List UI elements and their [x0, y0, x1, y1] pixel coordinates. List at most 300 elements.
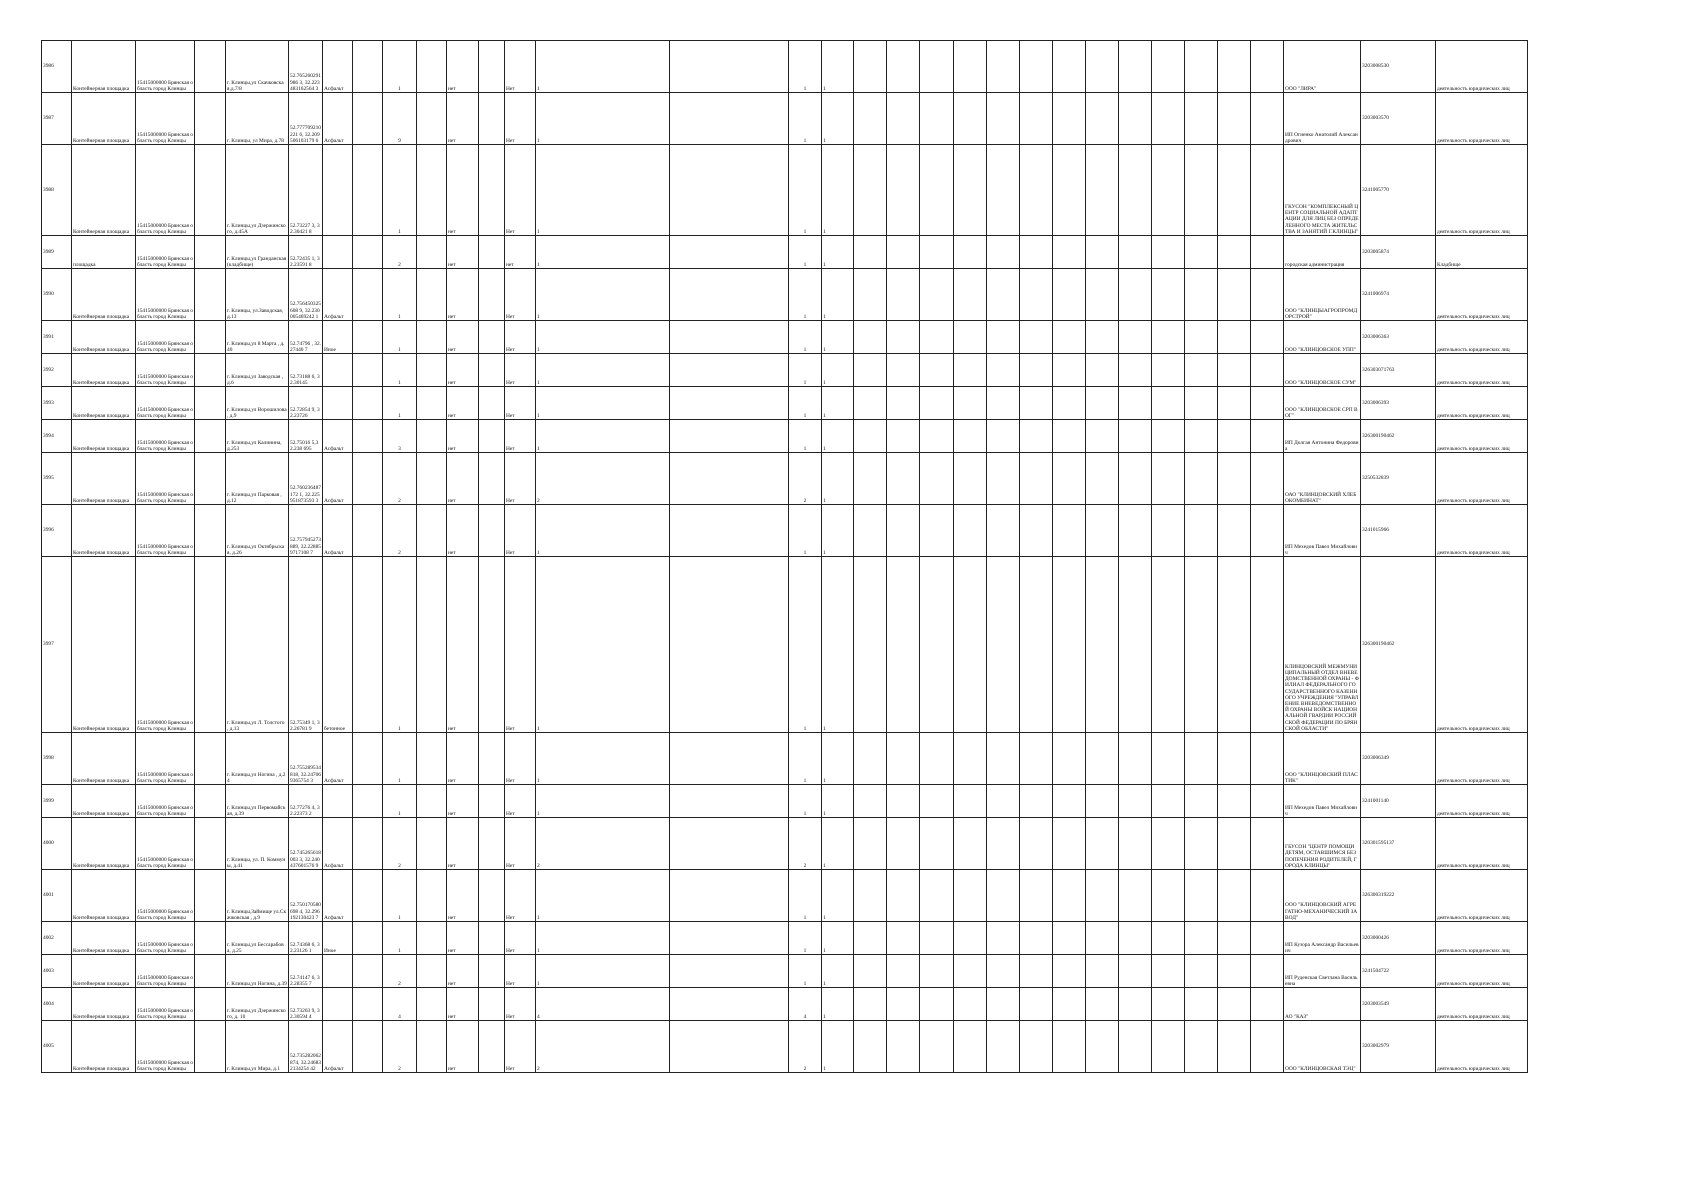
site-coordinates: 52.72854 9, 32.23726	[289, 387, 323, 420]
empty-cell	[920, 870, 954, 922]
fence-flag: Нет	[505, 785, 536, 818]
empty-cell	[1185, 236, 1218, 269]
empty-cell	[920, 453, 954, 505]
empty-cell	[670, 354, 789, 387]
activity-type: деятельность юридических лиц	[1436, 453, 1528, 505]
site-coordinates: 52.77276 4, 32.22373 2	[289, 785, 323, 818]
empty-cell	[887, 321, 920, 354]
fence-flag: Нет	[505, 321, 536, 354]
empty-cell	[854, 453, 887, 505]
empty-cell	[1119, 505, 1152, 557]
site-type: Контейнерная площадка	[72, 354, 136, 387]
empty-cell	[1185, 420, 1218, 453]
activity-type: деятельность юридических лиц	[1436, 420, 1528, 453]
empty-cell	[479, 387, 505, 420]
empty-cell	[479, 505, 505, 557]
site-coordinates: 52.75016 5,32.238 695	[289, 420, 323, 453]
cover-flag: нет	[447, 93, 479, 145]
empty-cell	[1251, 387, 1284, 420]
empty-cell	[479, 988, 505, 1021]
site-type: Контейнерная площадка	[72, 955, 136, 988]
empty-cell	[1053, 420, 1086, 453]
empty-cell	[195, 557, 226, 733]
empty-cell	[1251, 321, 1284, 354]
container-count: 2	[536, 453, 670, 505]
surface-type	[323, 785, 353, 818]
site-type: Контейнерная площадка	[72, 269, 136, 321]
empty-cell	[887, 145, 920, 236]
empty-cell	[1185, 93, 1218, 145]
empty-cell	[417, 41, 447, 93]
cover-flag: нет	[447, 269, 479, 321]
site-address: г. Клинцы,ул Дзержинского, д. 10	[226, 988, 289, 1021]
empty-cell	[1119, 557, 1152, 733]
empty-cell	[417, 922, 447, 955]
container-planned: 1	[822, 269, 854, 321]
empty-cell	[1251, 93, 1284, 145]
table-row	[42, 870, 1528, 922]
empty-cell	[1152, 955, 1185, 988]
site-type: Контейнерная площадка	[72, 41, 136, 93]
site-address: г. Клинцы,Займище ул.Скачковская , д.9	[226, 870, 289, 922]
empty-cell	[1020, 955, 1053, 988]
site-area: 2	[383, 955, 417, 988]
empty-cell	[1218, 354, 1251, 387]
container-volume: 2	[789, 1021, 822, 1073]
empty-cell	[1020, 733, 1053, 785]
table-row	[42, 93, 1528, 145]
empty-cell	[353, 41, 383, 93]
empty-cell	[987, 41, 1020, 93]
empty-cell	[1119, 236, 1152, 269]
fence-flag: нет	[505, 236, 536, 269]
table-row	[42, 988, 1528, 1021]
table-row	[42, 321, 1528, 354]
container-volume: 1	[789, 387, 822, 420]
table-row	[42, 955, 1528, 988]
empty-cell	[854, 236, 887, 269]
empty-cell	[479, 955, 505, 988]
oktmo-location: 15415000000 Брянская область город Клинцы	[136, 269, 195, 321]
empty-cell	[670, 453, 789, 505]
empty-cell	[195, 321, 226, 354]
site-type: Контейнерная площадка	[72, 870, 136, 922]
owner-name: КЛИНЦОВСКИЙ МЕЖМУНИЦИПАЛЬНЫЙ ОТДЕЛ ВНЕВЕДОМСТВЕННОЙ ОХРАНЫ - ФИЛИАЛ ФЕДЕРАЛЬНОГО ГОСУДАРСТВЕННОГО КАЗЕННОГО УЧРЕЖДЕНИЯ "УПРАВЛЕНИЕ ВНЕВЕДОМСТВЕННОЙ ОХРАНЫ ВОЙСК НАЦИОНАЛЬНОЙ ГВАРДИИ РОССИЙСКОЙ ФЕДЕРАЦИИ ПО БРЯНСКОЙ ОБЛАСТИ"	[1284, 557, 1361, 733]
empty-cell	[1053, 785, 1086, 818]
empty-cell	[1218, 988, 1251, 1021]
table-row	[42, 733, 1528, 785]
site-coordinates: 52.735282062874, 32.246832134254 42	[289, 1021, 323, 1073]
empty-cell	[887, 785, 920, 818]
empty-cell	[1086, 41, 1119, 93]
surface-type: Асфальт	[323, 453, 353, 505]
empty-cell	[1218, 41, 1251, 93]
site-area: 3	[383, 420, 417, 453]
empty-cell	[479, 785, 505, 818]
empty-cell	[1185, 453, 1218, 505]
cover-flag: нет	[447, 321, 479, 354]
container-count: 1	[536, 269, 670, 321]
site-type: Контейнерная площадка	[72, 818, 136, 870]
empty-cell	[1251, 922, 1284, 955]
activity-type: Кладбище	[1436, 236, 1528, 269]
empty-cell	[1152, 453, 1185, 505]
empty-cell	[353, 505, 383, 557]
empty-cell	[1020, 1021, 1053, 1073]
empty-cell	[887, 988, 920, 1021]
row-number: 4000	[42, 818, 72, 870]
owner-inn: 3203006393	[1361, 387, 1436, 420]
empty-cell	[1152, 269, 1185, 321]
empty-cell	[479, 453, 505, 505]
oktmo-location: 15415000000 Брянская область город Клинцы	[136, 922, 195, 955]
empty-cell	[417, 93, 447, 145]
empty-cell	[195, 93, 226, 145]
empty-cell	[1152, 557, 1185, 733]
empty-cell	[987, 785, 1020, 818]
owner-name: ГБУСОН "ЦЕНТР ПОМОЩИ ДЕТЯМ, ОСТАВШИМСЯ БЕЗ ПОПЕЧЕНИЯ РОДИТЕЛЕЙ, ГОРОДА КЛИНЦЫ"	[1284, 818, 1361, 870]
owner-name: ООО "КЛИНЦОВСКОЕ УПП"	[1284, 321, 1361, 354]
site-type: Контейнерная площадка	[72, 988, 136, 1021]
empty-cell	[987, 93, 1020, 145]
empty-cell	[1119, 955, 1152, 988]
container-volume: 1	[789, 321, 822, 354]
empty-cell	[670, 733, 789, 785]
container-volume: 2	[789, 453, 822, 505]
owner-name: ООО "КЛИНЦЫАГРОПРОМДОРСТРОЙ"	[1284, 269, 1361, 321]
empty-cell	[670, 922, 789, 955]
empty-cell	[1152, 785, 1185, 818]
empty-cell	[987, 420, 1020, 453]
fence-flag: Нет	[505, 955, 536, 988]
owner-name: ГКУСОН "КОМПЛЕКСНЫЙ ЦЕНТР СОЦИАЛЬНОЙ АДАПТАЦИИ ДЛЯ ЛИЦ БЕЗ ОПРЕДЕЛЕННОГО МЕСТА ЖИТЕЛЬСТВА И ЗАНЯТИЙ Г.КЛИНЦЫ"	[1284, 145, 1361, 236]
empty-cell	[353, 870, 383, 922]
container-volume: 1	[789, 269, 822, 321]
empty-cell	[1185, 557, 1218, 733]
empty-cell	[954, 818, 987, 870]
empty-cell	[353, 785, 383, 818]
surface-type: бетонное	[323, 557, 353, 733]
activity-type: деятельность юридических лиц	[1436, 955, 1528, 988]
empty-cell	[1152, 93, 1185, 145]
empty-cell	[887, 922, 920, 955]
empty-cell	[920, 1021, 954, 1073]
empty-cell	[479, 269, 505, 321]
site-address: г. Клинцы,ул Октябрьская, д.26	[226, 505, 289, 557]
empty-cell	[854, 922, 887, 955]
container-count: 1	[536, 785, 670, 818]
empty-cell	[1152, 1021, 1185, 1073]
empty-cell	[954, 785, 987, 818]
site-area: 2	[383, 505, 417, 557]
fence-flag: Нет	[505, 870, 536, 922]
site-coordinates: 52.756450325608 9, 32.230005469242 1	[289, 269, 323, 321]
empty-cell	[353, 420, 383, 453]
empty-cell	[479, 41, 505, 93]
site-area: 2	[383, 818, 417, 870]
empty-cell	[195, 387, 226, 420]
empty-cell	[1020, 557, 1053, 733]
empty-cell	[1119, 387, 1152, 420]
surface-type	[323, 955, 353, 988]
empty-cell	[920, 420, 954, 453]
empty-cell	[1086, 453, 1119, 505]
container-volume: 1	[789, 922, 822, 955]
owner-name: ООО "ЛИРА"	[1284, 41, 1361, 93]
empty-cell	[954, 988, 987, 1021]
empty-cell	[954, 557, 987, 733]
empty-cell	[920, 785, 954, 818]
activity-type: деятельность юридических лиц	[1436, 145, 1528, 236]
empty-cell	[1218, 922, 1251, 955]
owner-inn: 3203002979	[1361, 1021, 1436, 1073]
empty-cell	[987, 733, 1020, 785]
empty-cell	[195, 420, 226, 453]
empty-cell	[854, 145, 887, 236]
container-planned: 1	[822, 505, 854, 557]
empty-cell	[854, 733, 887, 785]
owner-inn: 326300190462	[1361, 557, 1436, 733]
oktmo-location: 15415000000 Брянская область город Клинцы	[136, 733, 195, 785]
empty-cell	[1020, 354, 1053, 387]
empty-cell	[417, 269, 447, 321]
table-row	[42, 922, 1528, 955]
empty-cell	[1053, 93, 1086, 145]
empty-cell	[1218, 453, 1251, 505]
table-row	[42, 41, 1528, 93]
empty-cell	[1086, 269, 1119, 321]
oktmo-location: 15415000000 Брянская область город Клинцы	[136, 785, 195, 818]
empty-cell	[353, 453, 383, 505]
empty-cell	[1119, 870, 1152, 922]
empty-cell	[987, 922, 1020, 955]
owner-name: ИП Кузора Александр Васильевич	[1284, 922, 1361, 955]
site-area: 4	[383, 988, 417, 1021]
empty-cell	[1185, 1021, 1218, 1073]
empty-cell	[1251, 269, 1284, 321]
site-address: г. Клинцы,ул Заводская , д.6	[226, 354, 289, 387]
container-volume: 1	[789, 236, 822, 269]
empty-cell	[1251, 505, 1284, 557]
empty-cell	[1119, 453, 1152, 505]
empty-cell	[887, 236, 920, 269]
empty-cell	[1152, 870, 1185, 922]
site-area: 1	[383, 354, 417, 387]
empty-cell	[1152, 387, 1185, 420]
empty-cell	[1218, 1021, 1251, 1073]
empty-cell	[887, 733, 920, 785]
empty-cell	[920, 269, 954, 321]
site-coordinates: 52.73188 6, 32.30145	[289, 354, 323, 387]
table-row	[42, 557, 1528, 733]
empty-cell	[353, 1021, 383, 1073]
empty-cell	[670, 988, 789, 1021]
site-coordinates: 52.74796 , 32.27440 7	[289, 321, 323, 354]
empty-cell	[195, 785, 226, 818]
empty-cell	[1251, 145, 1284, 236]
surface-type: Иное	[323, 321, 353, 354]
owner-inn: 3203000426	[1361, 922, 1436, 955]
empty-cell	[479, 818, 505, 870]
site-coordinates: 52.777709210221 6, 32.209506103179 6	[289, 93, 323, 145]
empty-cell	[1119, 922, 1152, 955]
empty-cell	[954, 387, 987, 420]
empty-cell	[987, 354, 1020, 387]
empty-cell	[1119, 733, 1152, 785]
empty-cell	[417, 453, 447, 505]
empty-cell	[195, 453, 226, 505]
site-type: Контейнерная площадка	[72, 785, 136, 818]
container-volume: 1	[789, 145, 822, 236]
cover-flag: нет	[447, 420, 479, 453]
fence-flag: Нет	[505, 354, 536, 387]
container-count: 1	[536, 505, 670, 557]
owner-inn: 3203006349	[1361, 733, 1436, 785]
empty-cell	[670, 236, 789, 269]
empty-cell	[1086, 236, 1119, 269]
empty-cell	[353, 733, 383, 785]
empty-cell	[1086, 387, 1119, 420]
table-row	[42, 387, 1528, 420]
empty-cell	[479, 557, 505, 733]
empty-cell	[887, 354, 920, 387]
site-coordinates: 52.755289534818, 32.247069365754 3	[289, 733, 323, 785]
empty-cell	[1086, 818, 1119, 870]
fence-flag: Нет	[505, 733, 536, 785]
surface-type: Асфальт	[323, 93, 353, 145]
empty-cell	[1053, 1021, 1086, 1073]
empty-cell	[195, 988, 226, 1021]
activity-type: деятельность юридических лиц	[1436, 354, 1528, 387]
empty-cell	[987, 145, 1020, 236]
owner-inn: 326303071763	[1361, 354, 1436, 387]
container-planned: 1	[822, 354, 854, 387]
empty-cell	[1251, 818, 1284, 870]
empty-cell	[1053, 145, 1086, 236]
empty-cell	[1152, 145, 1185, 236]
empty-cell	[987, 818, 1020, 870]
empty-cell	[670, 557, 789, 733]
activity-type: деятельность юридических лиц	[1436, 870, 1528, 922]
surface-type: Асфальт	[323, 870, 353, 922]
empty-cell	[854, 41, 887, 93]
surface-type	[323, 145, 353, 236]
row-number: 4004	[42, 988, 72, 1021]
empty-cell	[920, 145, 954, 236]
empty-cell	[670, 818, 789, 870]
activity-type: деятельность юридических лиц	[1436, 557, 1528, 733]
owner-inn: 3203008530	[1361, 41, 1436, 93]
empty-cell	[1218, 321, 1251, 354]
site-address: г. Клинцы,ул Мира, д.1	[226, 1021, 289, 1073]
container-volume: 1	[789, 354, 822, 387]
empty-cell	[987, 505, 1020, 557]
oktmo-location: 15415000000 Брянская область город Клинцы	[136, 321, 195, 354]
fence-flag: Нет	[505, 818, 536, 870]
container-planned: 1	[822, 420, 854, 453]
empty-cell	[670, 420, 789, 453]
fence-flag: Нет	[505, 145, 536, 236]
empty-cell	[854, 420, 887, 453]
cover-flag: нет	[447, 41, 479, 93]
fence-flag: Нет	[505, 453, 536, 505]
empty-cell	[353, 387, 383, 420]
empty-cell	[479, 922, 505, 955]
empty-cell	[417, 354, 447, 387]
empty-cell	[920, 93, 954, 145]
fence-flag: Нет	[505, 1021, 536, 1073]
site-address: г. Клинцы,ул Ногина, д.39	[226, 955, 289, 988]
surface-type: Асфальт	[323, 505, 353, 557]
empty-cell	[887, 557, 920, 733]
site-address: г. Клинцы,ул 8 Марта , д.40	[226, 321, 289, 354]
container-count: 2	[536, 1021, 670, 1073]
site-type: Контейнерная площадка	[72, 321, 136, 354]
row-number: 3991	[42, 321, 72, 354]
empty-cell	[1152, 321, 1185, 354]
empty-cell	[353, 922, 383, 955]
empty-cell	[1251, 733, 1284, 785]
site-area: 1	[383, 387, 417, 420]
empty-cell	[954, 870, 987, 922]
empty-cell	[1119, 41, 1152, 93]
site-address: г. Клинцы,ул Л. Толстого , д.13	[226, 557, 289, 733]
container-count: 4	[536, 988, 670, 1021]
empty-cell	[987, 236, 1020, 269]
empty-cell	[1251, 453, 1284, 505]
site-type: Контейнерная площадка	[72, 1021, 136, 1073]
row-number: 3998	[42, 733, 72, 785]
table-row	[42, 236, 1528, 269]
empty-cell	[1086, 321, 1119, 354]
owner-inn: 3241001140	[1361, 785, 1436, 818]
empty-cell	[1251, 41, 1284, 93]
empty-cell	[1086, 955, 1119, 988]
fence-flag: Нет	[505, 93, 536, 145]
empty-cell	[920, 733, 954, 785]
fence-flag: Нет	[505, 269, 536, 321]
empty-cell	[1020, 922, 1053, 955]
empty-cell	[920, 818, 954, 870]
container-volume: 1	[789, 505, 822, 557]
fence-flag: Нет	[505, 387, 536, 420]
empty-cell	[417, 870, 447, 922]
container-planned: 1	[822, 236, 854, 269]
activity-type: деятельность юридических лиц	[1436, 733, 1528, 785]
site-address: г. Клинцы,ул Бессарабова, д.25	[226, 922, 289, 955]
empty-cell	[353, 955, 383, 988]
empty-cell	[987, 988, 1020, 1021]
empty-cell	[670, 145, 789, 236]
empty-cell	[854, 269, 887, 321]
site-type: Контейнерная площадка	[72, 557, 136, 733]
site-address: г. Клинцы,ул Дзержинского, д.45А	[226, 145, 289, 236]
oktmo-location: 15415000000 Брянская область город Клинцы	[136, 870, 195, 922]
activity-type: деятельность юридических лиц	[1436, 93, 1528, 145]
empty-cell	[887, 387, 920, 420]
empty-cell	[479, 1021, 505, 1073]
row-number: 3995	[42, 453, 72, 505]
row-number: 3989	[42, 236, 72, 269]
cover-flag: нет	[447, 453, 479, 505]
container-count: 1	[536, 321, 670, 354]
row-number: 3986	[42, 41, 72, 93]
empty-cell	[987, 269, 1020, 321]
empty-cell	[1119, 1021, 1152, 1073]
container-volume: 1	[789, 557, 822, 733]
empty-cell	[1086, 1021, 1119, 1073]
empty-cell	[1020, 870, 1053, 922]
